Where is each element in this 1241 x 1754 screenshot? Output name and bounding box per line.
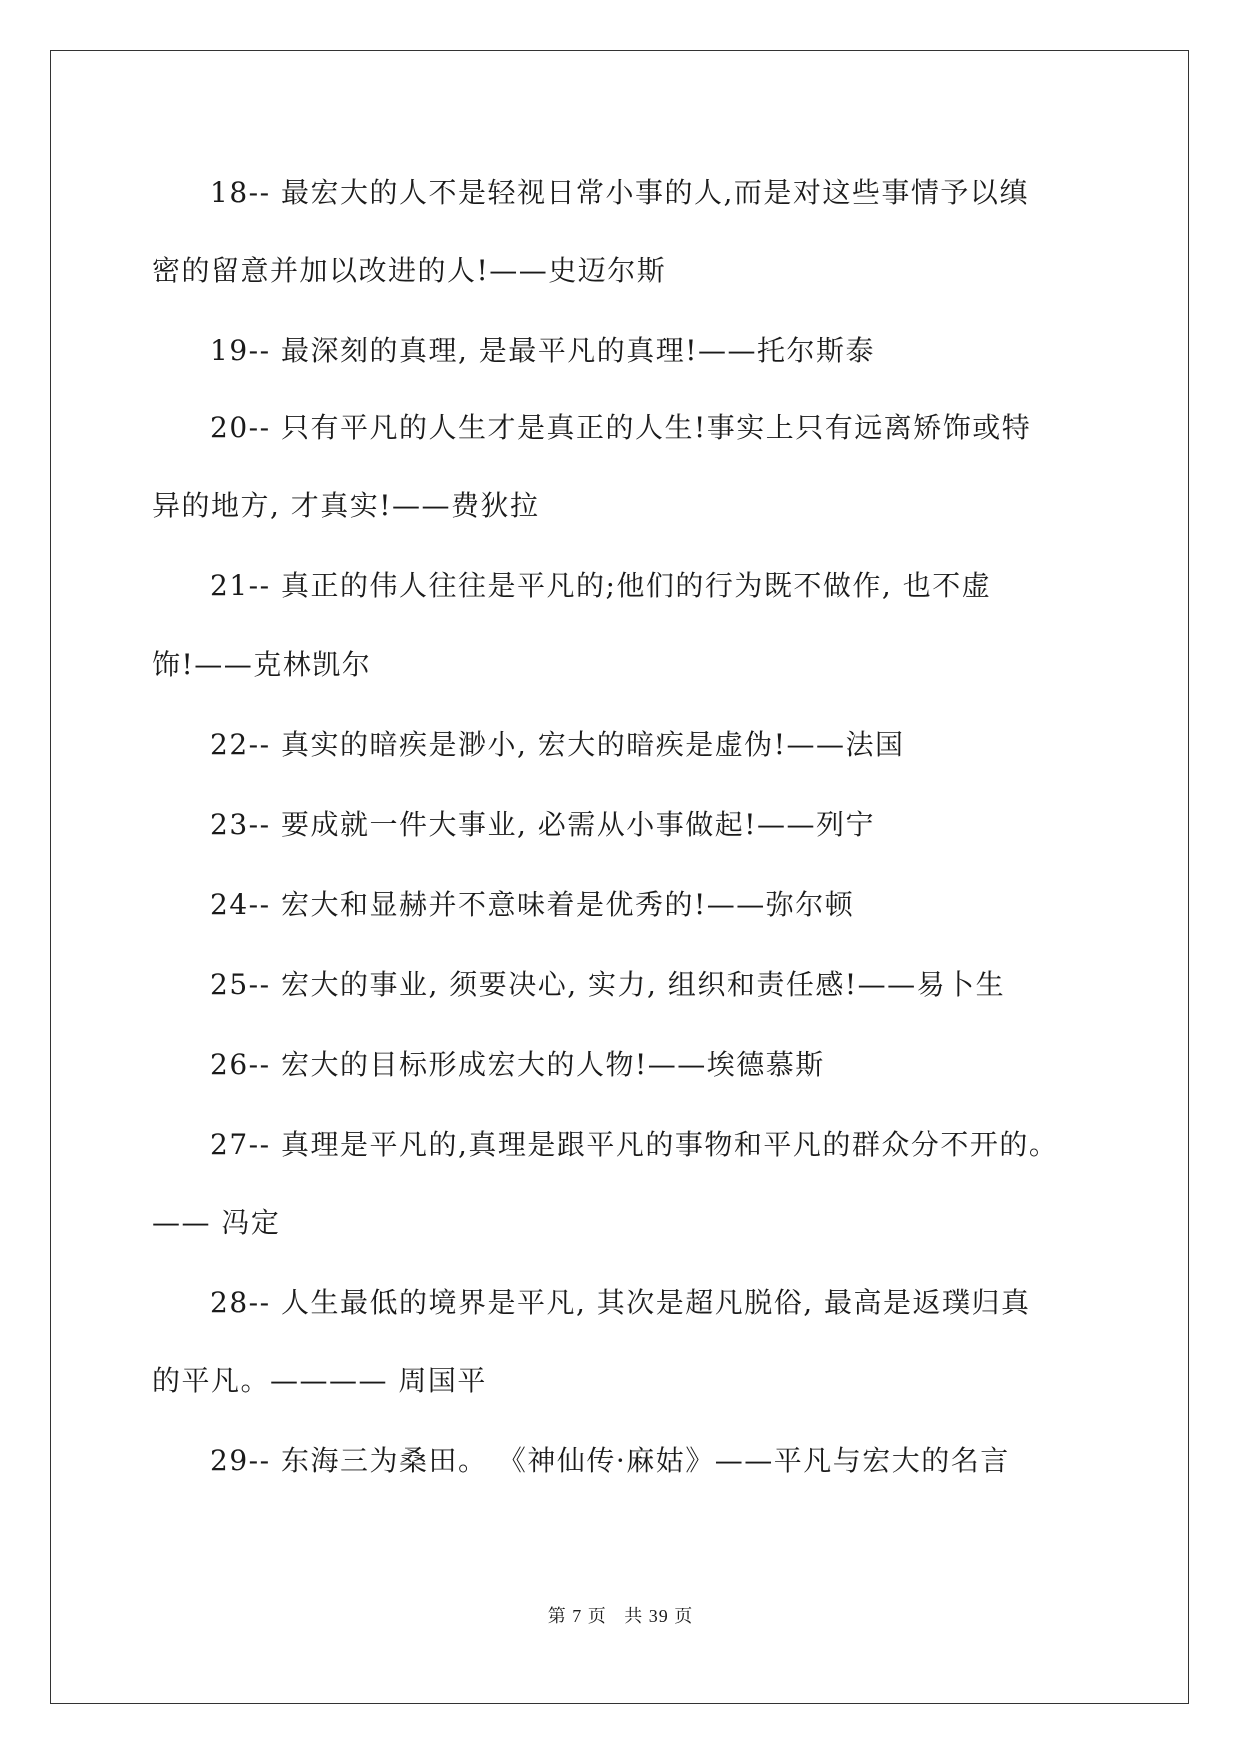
quote-27-line-2: —— 冯定 — [152, 1206, 281, 1239]
quote-20-line-1: 20-- 只有平凡的人生才是真正的人生!事实上只有远离矫饰或特 — [210, 411, 1032, 444]
quote-26-line-1: 26-- 宏大的目标形成宏大的人物!——埃德慕斯 — [210, 1048, 825, 1081]
quote-28-line-2: 的平凡。———— 周国平 — [152, 1364, 487, 1397]
page-number: 第 7 页 — [547, 1606, 607, 1626]
quote-18-line-1: 18-- 最宏大的人不是轻视日常小事的人,而是对这些事情予以缜 — [210, 176, 1029, 209]
quote-24-line-1: 24-- 宏大和显赫并不意味着是优秀的!——弥尔顿 — [210, 888, 855, 921]
quote-29-line-1: 29-- 东海三为桑田。 《神仙传·麻姑》——平凡与宏大的名言 — [210, 1444, 1010, 1477]
quote-19-line-1: 19-- 最深刻的真理, 是最平凡的真理!——托尔斯泰 — [210, 334, 876, 367]
quote-21-line-2: 饰!——克林凯尔 — [152, 648, 372, 681]
quote-25-line-1: 25-- 宏大的事业, 须要决心, 实力, 组织和责任感!——易卜生 — [210, 968, 1006, 1001]
total-pages: 共 39 页 — [624, 1606, 694, 1626]
page-footer — [0, 1602, 1241, 1628]
quote-18-line-2: 密的留意并加以改进的人!——史迈尔斯 — [152, 254, 667, 287]
quote-27-line-1: 27-- 真理是平凡的,真理是跟平凡的事物和平凡的群众分不开的。 — [210, 1128, 1059, 1161]
quote-28-line-1: 28-- 人生最低的境界是平凡, 其次是超凡脱俗, 最高是返璞归真 — [210, 1286, 1031, 1319]
quote-22-line-1: 22-- 真实的暗疾是渺小, 宏大的暗疾是虚伪!——法国 — [210, 728, 905, 761]
quote-23-line-1: 23-- 要成就一件大事业, 必需从小事做起!——列宁 — [210, 808, 876, 841]
quote-21-line-1: 21-- 真正的伟人往往是平凡的;他们的行为既不做作, 也不虚 — [210, 569, 992, 602]
quote-20-line-2: 异的地方, 才真实!——费狄拉 — [152, 489, 540, 522]
